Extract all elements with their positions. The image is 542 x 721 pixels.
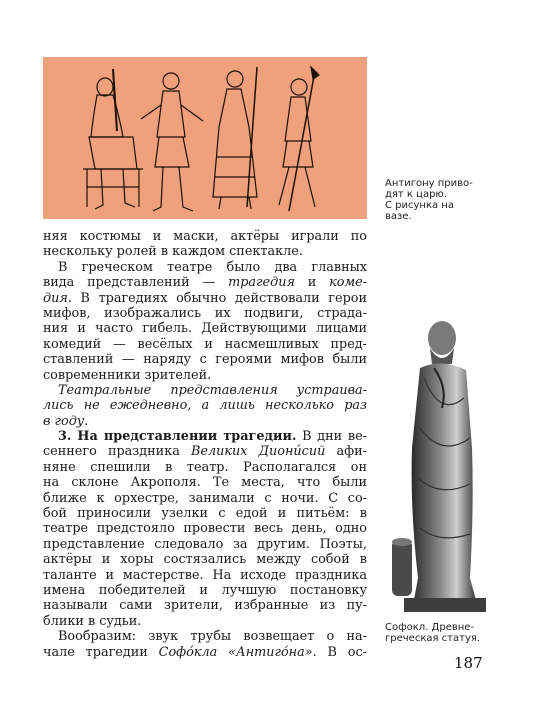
term-tragedy: трагедия xyxy=(228,275,295,291)
text-line xyxy=(43,291,367,306)
text-line xyxy=(43,645,367,660)
term-comedy-end: дия xyxy=(43,290,68,306)
sophocles-statue-image xyxy=(390,308,498,620)
text-line: ставлений — наряду с героями мифов были xyxy=(43,352,367,368)
text-line: ближе к орхестре, занимали с ночи. С со- xyxy=(43,490,367,506)
text-line xyxy=(43,398,367,413)
text-line: современники зрителей. xyxy=(43,367,212,383)
text-line: представление следовало за другим. Поэты, xyxy=(43,536,367,552)
text-run: В дни ве- xyxy=(296,429,367,445)
text-run: вида представлений — xyxy=(43,275,229,291)
vase-figures-drawing xyxy=(43,57,367,219)
text-run: . В трагедиях обычно действовали герои xyxy=(67,290,367,306)
text-line: няне спешили в театр. Располагался он xyxy=(43,459,367,475)
text-line xyxy=(43,275,367,290)
page-number: 187 xyxy=(454,654,483,672)
vase-illustration xyxy=(43,57,367,219)
paragraph-2 xyxy=(43,260,367,383)
statue-caption-line: греческая статуя. xyxy=(385,633,481,644)
text-line: на склоне Акрополя. Те места, что были xyxy=(43,475,367,491)
vase-caption-line: дят к царю. xyxy=(385,189,448,200)
text-line xyxy=(43,444,367,459)
text-line: В греческом театре было два главных xyxy=(58,259,367,275)
vase-caption-line: С рисунка на xyxy=(385,200,454,211)
text-line: мифов, изображались их подвиги, страда- xyxy=(43,305,367,321)
italic-run: в году. xyxy=(43,413,89,429)
text-line xyxy=(43,429,367,444)
text-line: театре предстояло провести весь день, одно xyxy=(43,521,367,537)
text-line: комедий — весёлых и насмешливых пред- xyxy=(43,336,367,352)
text-run: сеннего праздника xyxy=(43,444,192,460)
text-run: чале трагедии xyxy=(43,644,159,660)
text-line: нескольку ролей в каждом спектакле. xyxy=(43,244,303,260)
vase-caption-line: вазе. xyxy=(385,211,412,222)
statue-caption xyxy=(385,622,505,644)
text-run: и xyxy=(294,275,330,291)
vase-caption-line: Антигону приво- xyxy=(385,178,473,189)
italic-run: лись не ежедневно, а лишь несколько раз xyxy=(43,398,367,414)
text-run: афи- xyxy=(325,444,367,460)
paragraph-5 xyxy=(43,629,367,660)
body-text xyxy=(43,229,367,660)
text-line: няя костюмы и маски, актёры играли по xyxy=(43,229,367,244)
text-line: ния и часто гибель. Действующими лицами xyxy=(43,321,367,337)
term-sophocles-antigone: Софо́кла «Антиго́на» xyxy=(158,644,313,660)
italic-run: Театральные представления устраива- xyxy=(58,382,367,398)
text-line: Вообразим: звук трубы возвещает о на- xyxy=(58,629,367,645)
text-line: актёры и хоры состязались между собой в xyxy=(43,552,367,568)
text-line xyxy=(43,414,367,429)
paragraph-3-italic xyxy=(43,383,367,429)
term-comedy: коме- xyxy=(329,275,367,291)
statue-caption-line: Софокл. Древне- xyxy=(385,622,475,633)
text-run: . В ос- xyxy=(312,644,367,660)
term-great-dionysia: Великих Диони́сий xyxy=(191,444,326,460)
paragraph-1 xyxy=(43,229,367,260)
section-heading: 3. На представлении трагедии. xyxy=(58,429,297,445)
text-line xyxy=(43,383,367,398)
text-line: имена победителей и лучшую постановку xyxy=(43,582,367,598)
paragraph-4 xyxy=(43,429,367,629)
text-line: таланте и мастерстве. На исходе праздника xyxy=(43,567,367,583)
statue-drawing xyxy=(390,308,498,620)
vase-caption xyxy=(385,178,505,222)
text-line: называли сами зрители, избранные из пу- xyxy=(43,598,367,614)
text-line: блики в судьи. xyxy=(43,613,142,629)
text-line: бой приносили узелки с едой и питьём: в xyxy=(43,506,367,522)
